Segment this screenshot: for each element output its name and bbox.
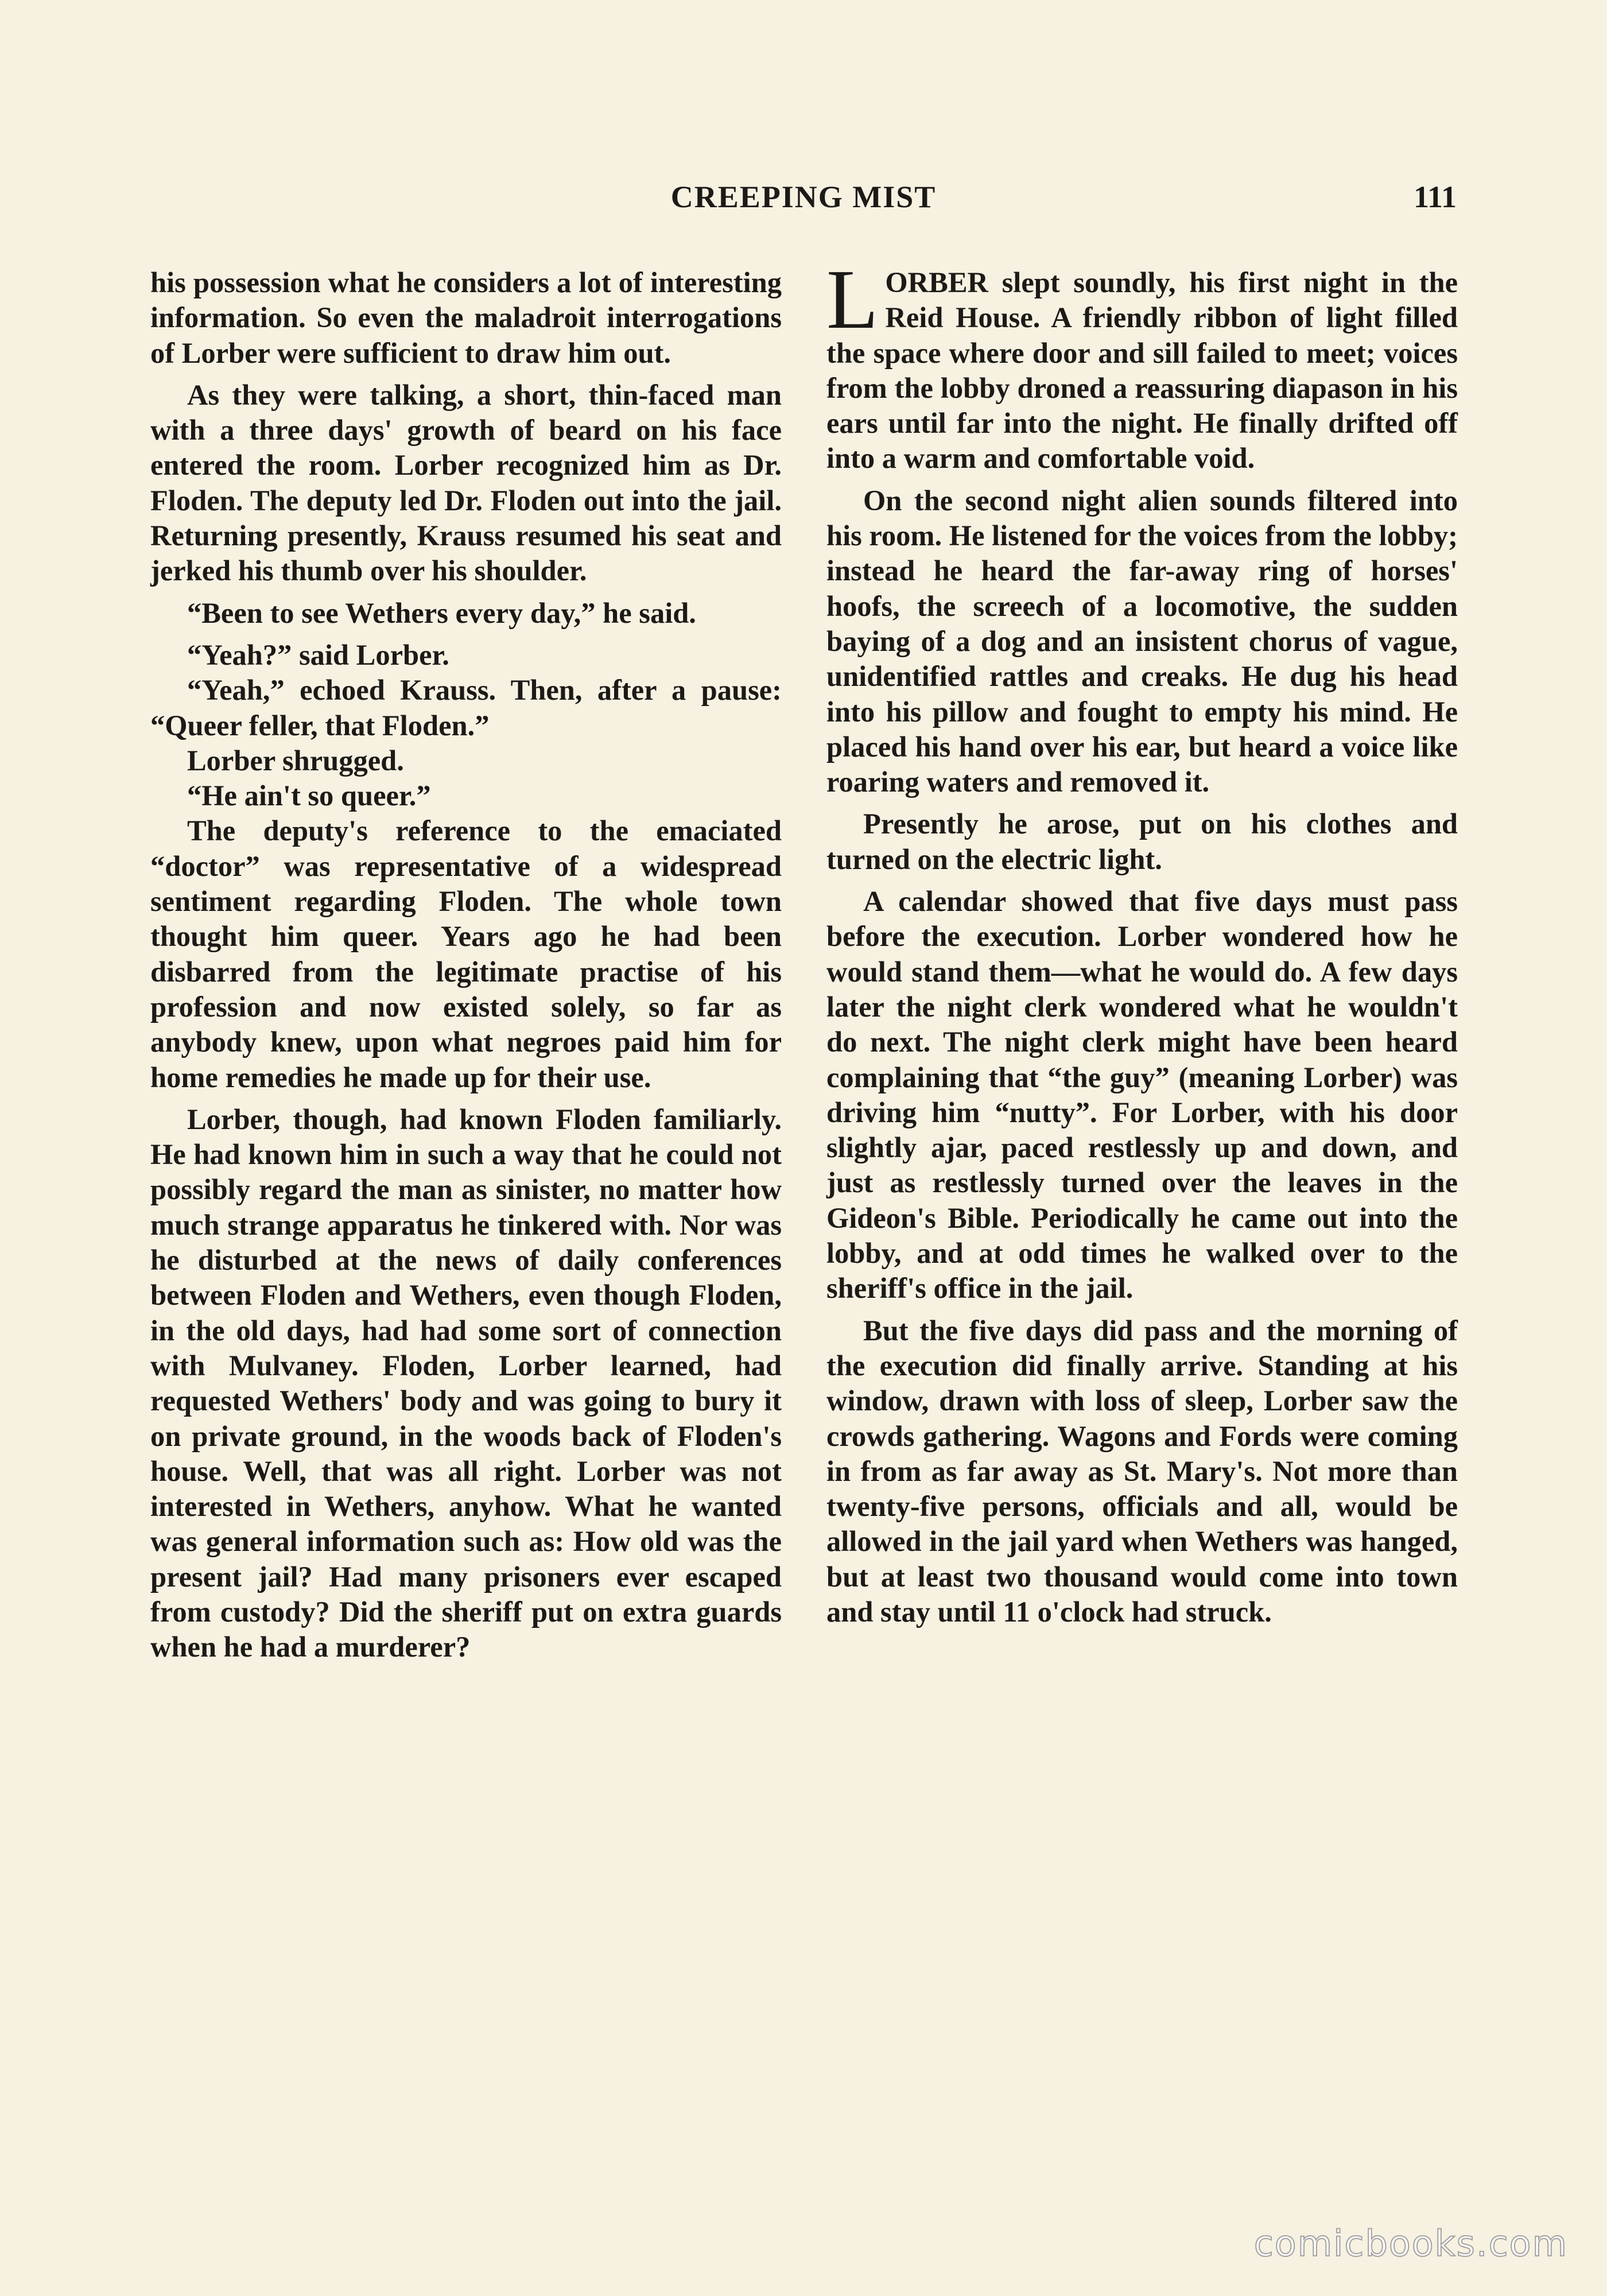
paragraph: Presently he arose, put on his clothes and turned on the electric light. [826,808,1458,875]
paragraph: “Yeah,” echoed Krauss. Then, after a pause: “Queer feller, that Floden.” [150,674,782,742]
page-number: 111 [1413,180,1457,214]
watermark: comicbooks.com [1253,2223,1568,2264]
paragraph: The deputy's reference to the emaciated “doctor” was representative of a widespread sentiment regarding Floden. The whole town thought him queer. Years ago he had been disbarred from the legitimate practise of his profession and now existed solely, so far as anybody knew, upon what negroes paid him for home remedies he made up for their use. [150,815,782,1093]
paragraph: As they were talking, a short, thin-faced man with a three days' growth of beard on his face entered the room. Lorber recognized him as Dr. Floden. The deputy led Dr. Floden out into the jail. Returning presently, Krauss resumed his seat and jerked his thumb over his shoulder. [150,378,782,587]
right-column [826,253,1458,1636]
paragraph: Lorber shrugged. [187,744,404,777]
page-header [150,179,1457,219]
paragraph: A calendar showed that five days must pass before the execution. Lorber wondered how he would stand them—what he would do. A few days later the night clerk wondered what he wouldn't do next. The night clerk might have been heard complaining that “the guy” (meaning Lorber) was driving him “nutty”. For Lorber, with his door slightly ajar, paced restlessly up and down, and just as restlessly turned over the leaves in the Gideon's Bible. Periodically he came out into the lobby, and at odd times he walked over to the sheriff's office in the jail. [826,885,1458,1305]
running-title: CREEPING MIST [670,180,937,214]
opening-text: ORBER slept soundly, his first night in the Reid House. A friendly ribbon of light filled the space where door and sill failed to meet; voices from the lobby droned a reassuring diapason in his ears until far into the night. He finally drifted off into a warm and comfortable void. [826,266,1458,475]
drop-cap: L [826,253,879,347]
paragraph: But the five days did pass and the morning of the execution did finally arrive. Standing at his window, drawn with loss of sleep, Lorber saw the crowds gathering. Wagons and Fords were coming in from as far away as St. Mary's. Not more than twenty-five persons, officials and all, would be allowed in the jail yard when Wethers was hanged, but at least two thousand would come into town and stay until 11 o'clock had struck. [826,1314,1458,1628]
paragraph: “Yeah?” said Lorber. [187,638,449,671]
paragraph: On the second night alien sounds filtered into his room. He listened for the voices from the lobby; instead he heard the far-away ring of horses' hoofs, the screech of a locomotive, the sudden baying of a dog and an insistent chorus of vague, unidentified rattles and creaks. He dug his head into his pillow and fought to empty his mind. He placed his hand over his ear, but heard a voice like roaring waters and removed it. [826,484,1458,798]
opening-paragraph [826,253,1458,476]
left-column [150,265,782,1672]
paragraph: “He ain't so queer.” [187,779,431,812]
paragraph: Lorber, though, had known Floden familiarly. He had known him in such a way that he could not possibly regard the man as sinister, no matter how much strange apparatus he tinkered with. Nor was he disturbed at the news of daily conferences between Floden and Wethers, even though Floden, in the old days, had had some sort of connection with Mulvaney. Floden, Lorber learned, had requested Wethers' body and was going to bury it on private ground, in the woods back of Floden's house. Well, that was all right. Lorber was not interested in Wethers, anyhow. What he wanted was general information such as: How old was the present jail? Had many prisoners ever escaped from custody? Did the sheriff put on extra guards when he had a murderer? [150,1103,782,1663]
paragraph: “Been to see Wethers every day,” he said. [187,596,696,629]
paragraph: his possession what he considers a lot of interesting information. So even the maladroit interrogations of Lorber were sufficient to draw him out. [150,266,782,369]
